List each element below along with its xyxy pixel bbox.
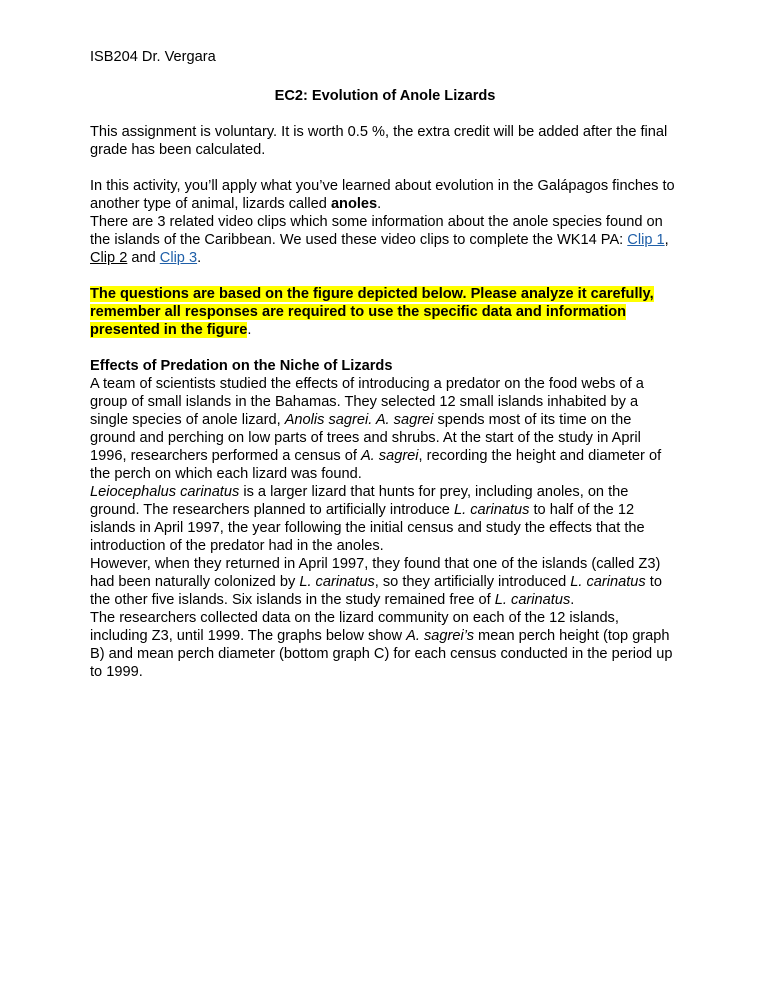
clip-2-link[interactable]: Clip 2	[90, 250, 128, 266]
highlighted-instructions: The questions are based on the figure depicted below. Please analyze it carefully, remember all responses are required to use the specific data and information presented in the figure.	[90, 286, 654, 338]
section-paragraph-1: A team of scientists studied the effects of introducing a predator on the food webs of a group of small islands in the Bahamas. They selected 12 small islands inhabited by a single species of anole lizard, Anolis sagrei. A. sagrei spends most of its time on the ground and perching on low parts of trees and shrubs. At the start of the study in April 1996, researchers performed a census of A. sagrei, recording the height and diameter of the perch on which each lizard was found.	[90, 376, 662, 482]
intro-paragraph-3: There are 3 related video clips which some information about the anole species found on the islands of the Caribbean. We used these video clips to complete the WK14 PA: Clip 1, Clip 2 and Clip 3.	[90, 214, 669, 266]
page-header: ISB204 Dr. Vergara	[90, 49, 216, 65]
intro-paragraph-1: This assignment is voluntary. It is worth 0.5 %, the extra credit will be added after the final grade has been calculated.	[90, 124, 668, 158]
document-body	[90, 48, 680, 681]
section-heading: Effects of Predation on the Niche of Lizards	[90, 358, 393, 374]
anoles-term: anoles	[330, 196, 378, 212]
section-paragraph-2: Leiocephalus carinatus is a larger lizard that hunts for prey, including anoles, on the ground. The researchers planned to artificially introduce L. carinatus to half of the 12 islands in April 1997, the year following the initial census and study the effects that the introduction of the predator had in the anoles.	[90, 484, 645, 554]
clip-1-link[interactable]: Clip 1	[627, 232, 665, 248]
intro-paragraph-2: In this activity, you’ll apply what you’ve learned about evolution in the Galápagos finches to another type of animal, lizards called anoles.	[90, 178, 675, 212]
clip-3-link[interactable]: Clip 3	[159, 250, 198, 266]
section-paragraph-3: However, when they returned in April 1997, they found that one of the islands (called Z3) had been naturally colonized by L. carinatus, so they artificially introduced L. carinatus to the other five islands. Six islands in the study remained free of L. carinatus.	[90, 556, 662, 608]
section-paragraph-4: The researchers collected data on the lizard community on each of the 12 islands, including Z3, until 1999. The graphs below show A. sagrei’s mean perch height (top graph B) and mean perch diameter (bottom graph C) for each census conducted in the period up to 1999.	[90, 610, 673, 680]
highlight-text: The questions are based on the figure depicted below. Please analyze it carefully, remember all responses are required to use the specific data and information presented in the figure	[90, 286, 654, 338]
document-title: EC2: Evolution of Anole Lizards	[274, 88, 496, 104]
